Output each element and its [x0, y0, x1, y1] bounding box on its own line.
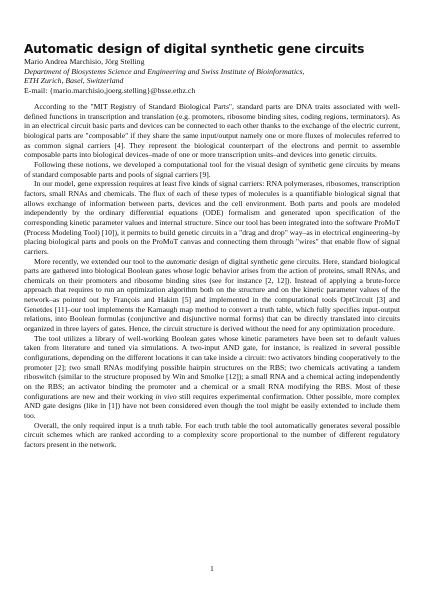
paragraph-5: The tool utilizes a library of well-working Boolean gates whose kinetic parameters have been set to default values taken from literature and tuned via simulations. A two-input AND gate, for instance, is realized in several possible configurations, depending on the different locations it can take inside a circuit: two activators binding cooperatively to the promoter [2]; two small RNAs modifying possible hairpin structures on the RBS; two chemicals activating a tandem riboswitch (similar to the structure proposed by Win and Smolke [12]); a small RNA and a chemical acting independently on the RBS; an activator binding the promoter and a chemical or a small RNA modifying the RBS. Most of these configurations are new and their working in vivo still requires experimental confirmation. Other possible, more complex AND gate designs (like in [1]) have not been considered even though the tool might be easily extended to include them too.	[24, 333, 400, 420]
page-number: 1	[210, 564, 214, 573]
paragraph-1: According to the "MIT Registry of Standard Biological Parts", standard parts are DNA traits associated with well-defined functions in transcription and translation (e.g. promoters, ribosome binding sites, coding regions, terminators). As in an electrical circuit basic parts and devices can be connected to each other thanks to the exchange of the electric current, biological parts are "composable" if they share the same input/output namely one or more fluxes of molecules referred to as common signal carriers [4]. They represent the biological counterpart of the electrons and permit to assemble composable parts into biological devices–made of one or more transcription units–and devices into genetic circuits.	[24, 102, 400, 160]
paper-title: Automatic design of digital synthetic gene circuits	[24, 42, 365, 56]
affiliation-line-1: Department of Biosystems Science and Engineering and Swiss Institute of Bioinformatics,	[24, 66, 305, 76]
email: E-mail: {mario.marchisio,joerg.stelling}@bsse.ethz.ch	[24, 85, 196, 95]
affiliation-line-2: ETH Zurich, Basel, Switzerland	[24, 76, 124, 85]
authors: Mario Andrea Marchisio, Jörg Stelling	[24, 57, 145, 66]
paragraph-2: Following these notions, we developed a computational tool for the visual design of synthetic gene circuits by means of standard composable parts and pools of signal carriers [9].	[24, 159, 400, 179]
paragraph-3: In our model, gene expression requires at least five kinds of signal carriers: RNA polymerases, ribosomes, transcription factors, small RNAs and chemicals. The flux of each of these types of molecules is a quantifiable biological signal that allows exchange of information between parts, devices and the cell environment. Both parts and pools are modeled independently by the ordinary differential equations (ODE) formalism and generated upon specification of the corresponding kinetic parameter values and internal structure. Since our tool has been integrated into the software ProMoT (Process Modeling Tool) [10]), it permits to build genetic circuits in a "drag and drop" way–as in electrical engineering–by placing biological parts and pools on the ProMoT canvas and connecting them through "wires" that enable flow of signal carriers.	[24, 179, 400, 256]
paper-page	[24, 0, 400, 598]
paper-body	[24, 102, 400, 450]
author-block	[24, 57, 400, 95]
paragraph-6: Overall, the only required input is a truth table. For each truth table the tool automatically generates several possible circuit schemes which are ranked according to a complexity score proportional to the number of different regulatory factors present in the network.	[24, 420, 400, 449]
paragraph-4: More recently, we extended our tool to the automatic design of digital synthetic gene circuits. Here, standard biological parts are gathered into biological Boolean gates whose logic behavior arises from the action of proteins, small RNAs, and chemicals on their promoters and ribosome binding sites (see for instance [2, 12]). Instead of applying a brute-force approach that requires to run an optimization algorithm both on the structure and on the kinetic parameter values of the network–as pointed out by François and Hakim [5] and implemented in the computational tools OptCircuit [3] and Genetdes [11]–our tool implements the Karnaugh map method to convert a truth table, which fully specifies input-output relations, into Boolean formulas (conjunctive and disjunctive normal forms) that can be directly translated into circuits organized in three layers of gates. Hence, the circuit structure is derived without the need for any optimization procedure.	[24, 256, 400, 334]
